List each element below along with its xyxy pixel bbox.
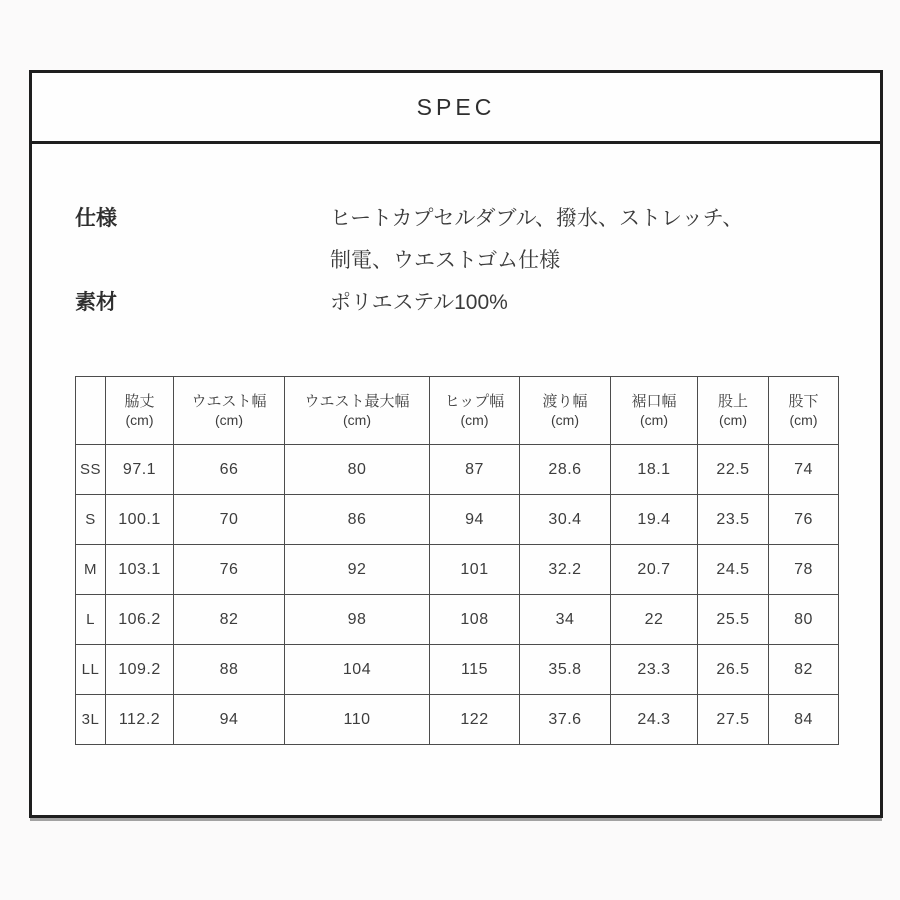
measurement-cell: 82 [174, 595, 285, 645]
measurement-cell: 97.1 [106, 445, 174, 495]
measurement-cell: 109.2 [106, 645, 174, 695]
measurement-cell: 35.8 [520, 645, 611, 695]
measurement-cell: 34 [520, 595, 611, 645]
measurement-cell: 112.2 [106, 695, 174, 745]
measurement-cell: 84 [769, 695, 839, 745]
measurement-cell: 87 [430, 445, 520, 495]
size-chart-head [76, 377, 839, 445]
column-header-label: ウエスト幅 [191, 392, 267, 410]
size-chart-column-header [698, 377, 769, 445]
size-chart-table [75, 376, 839, 745]
measurement-cell: 80 [769, 595, 839, 645]
measurement-cell: 66 [174, 445, 285, 495]
measurement-cell: 28.6 [520, 445, 611, 495]
size-label-cell: SS [76, 445, 106, 495]
measurement-cell: 115 [430, 645, 520, 695]
measurement-cell: 94 [430, 495, 520, 545]
measurement-cell: 103.1 [106, 545, 174, 595]
detail-row [32, 198, 880, 282]
measurement-cell: 100.1 [106, 495, 174, 545]
measurement-cell: 122 [430, 695, 520, 745]
measurement-cell: 82 [769, 645, 839, 695]
spec-title: SPEC [416, 93, 496, 120]
size-chart-column-header [430, 377, 520, 445]
measurement-cell: 98 [285, 595, 430, 645]
measurement-cell: 25.5 [698, 595, 769, 645]
measurement-cell: 70 [174, 495, 285, 545]
column-header-label: 渡り幅 [542, 392, 588, 410]
measurement-cell: 22.5 [698, 445, 769, 495]
measurement-cell: 23.5 [698, 495, 769, 545]
size-chart-column-header [174, 377, 285, 445]
detail-label: 仕様 [75, 207, 117, 230]
column-header-unit: (cm) [719, 412, 747, 429]
size-chart-header-row [76, 377, 839, 445]
measurement-cell: 80 [285, 445, 430, 495]
column-header-label: ウエスト最大幅 [304, 392, 410, 410]
detail-label: 素材 [75, 291, 117, 314]
measurement-cell: 27.5 [698, 695, 769, 745]
detail-value [330, 282, 508, 324]
measurement-cell: 78 [769, 545, 839, 595]
measurement-cell: 101 [430, 545, 520, 595]
measurement-cell: 104 [285, 645, 430, 695]
measurement-cell: 92 [285, 545, 430, 595]
column-header-label: 股上 [717, 392, 748, 410]
measurement-cell: 20.7 [611, 545, 698, 595]
measurement-cell: 74 [769, 445, 839, 495]
measurement-cell: 24.5 [698, 545, 769, 595]
measurement-cell: 76 [174, 545, 285, 595]
size-chart-corner-cell [76, 377, 106, 445]
size-chart-row [76, 545, 839, 595]
spec-panel [29, 70, 883, 818]
column-header-unit: (cm) [343, 412, 371, 429]
measurement-cell: 110 [285, 695, 430, 745]
measurement-cell: 108 [430, 595, 520, 645]
column-header-label: 裾口幅 [631, 392, 677, 410]
measurement-cell: 24.3 [611, 695, 698, 745]
size-chart-body [76, 445, 839, 745]
column-header-unit: (cm) [460, 412, 489, 429]
measurement-cell: 94 [174, 695, 285, 745]
measurement-cell: 106.2 [106, 595, 174, 645]
size-chart-row [76, 595, 839, 645]
size-chart-row [76, 645, 839, 695]
column-header-unit: (cm) [551, 412, 579, 429]
size-chart-column-header [106, 377, 174, 445]
size-label-cell: 3L [76, 695, 106, 745]
measurement-cell: 88 [174, 645, 285, 695]
column-header-unit: (cm) [125, 412, 154, 429]
measurement-cell: 18.1 [611, 445, 698, 495]
size-label-cell: S [76, 495, 106, 545]
detail-value-line: ヒートカプセルダブル、撥水、ストレッチ、 [330, 207, 744, 230]
size-label-cell: L [76, 595, 106, 645]
column-header-unit: (cm) [215, 412, 243, 429]
measurement-cell: 22 [611, 595, 698, 645]
measurement-cell: 30.4 [520, 495, 611, 545]
product-details [32, 198, 880, 324]
size-chart-row [76, 495, 839, 545]
column-header-label: ヒップ幅 [444, 392, 505, 410]
column-header-unit: (cm) [789, 412, 818, 429]
detail-value-line: 制電、ウエストゴム仕様 [330, 249, 561, 272]
measurement-cell: 76 [769, 495, 839, 545]
detail-value-line: ポリエステル100% [330, 291, 508, 314]
measurement-cell: 26.5 [698, 645, 769, 695]
column-header-label: 脇丈 [124, 392, 155, 410]
column-header-unit: (cm) [640, 412, 668, 429]
size-chart-column-header [611, 377, 698, 445]
measurement-cell: 23.3 [611, 645, 698, 695]
detail-value [330, 198, 743, 282]
size-chart-column-header [769, 377, 839, 445]
size-label-cell: LL [76, 645, 106, 695]
spec-header [32, 73, 880, 144]
measurement-cell: 32.2 [520, 545, 611, 595]
measurement-cell: 37.6 [520, 695, 611, 745]
size-chart-row [76, 695, 839, 745]
size-chart-column-header [520, 377, 611, 445]
measurement-cell: 19.4 [611, 495, 698, 545]
size-chart-row [76, 445, 839, 495]
measurement-cell: 86 [285, 495, 430, 545]
detail-row [32, 282, 880, 324]
size-chart-column-header [285, 377, 430, 445]
column-header-label: 股下 [788, 392, 819, 410]
size-label-cell: M [76, 545, 106, 595]
